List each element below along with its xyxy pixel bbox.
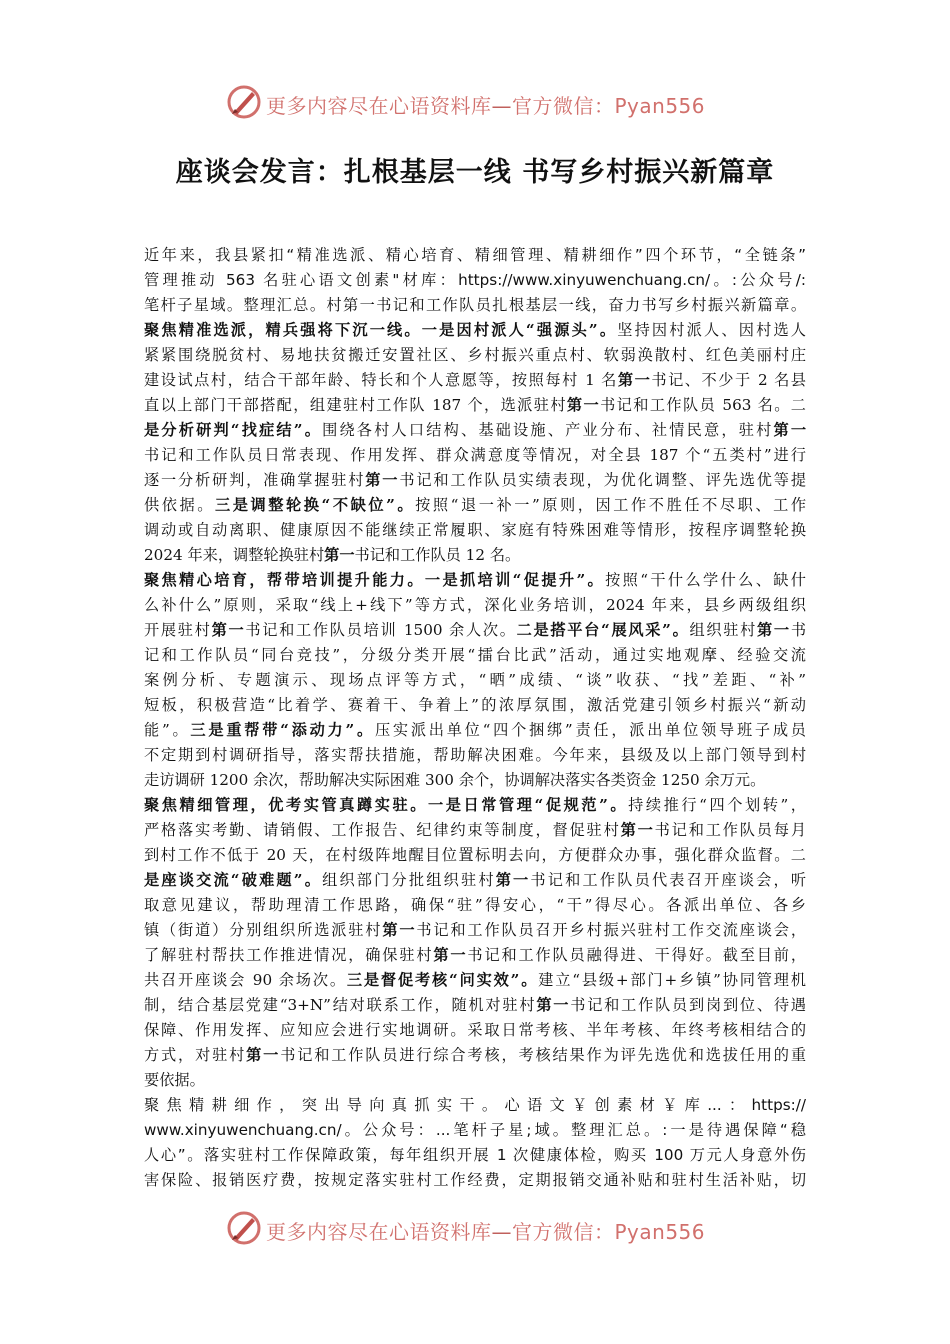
text-line — [144, 693, 806, 718]
text-run: 书记和工作队员实绩表现，为优化调整、评先选优等提 — [399, 471, 806, 489]
text-run: 共召开座谈会 90 余场次。 — [144, 971, 347, 989]
text-line — [144, 393, 806, 418]
text-run: 了解驻村帮扶工作推进情况，确保驻村 — [144, 946, 434, 964]
bold-text: 第一 — [617, 371, 652, 389]
text-run: 书记和工作队员到岗到位、待遇 — [570, 996, 806, 1014]
text-run: 取意见建议，帮助理清工作思路，确保“驻”得安心，“干”得尽心。各派出单位、各乡 — [144, 896, 806, 914]
bold-text: 第一 — [324, 546, 355, 564]
text-run: 能”。 — [144, 721, 191, 739]
text-line — [144, 1168, 806, 1193]
text-run: 近年来，我县紧扣“精准选派、精心培育、精细管理、精耕细作”四个环节，“全链条” — [144, 246, 806, 264]
text-line — [144, 1068, 806, 1093]
bold-text: 第一 — [433, 946, 468, 964]
bold-text: 三是调整轮换“不缺位”。 — [215, 496, 416, 514]
text-line — [144, 1043, 806, 1068]
text-line — [144, 643, 806, 668]
text-run: 人心”。落实驻村工作保障政策，每年组织开展 1 次健康体检，购买 100 万元人身意外伤 — [144, 1146, 806, 1164]
text-run: www.xinyuwenchuang.cn/。公众号：...笔杆子星;域。整理汇总。:一是待遇保障“稳 — [144, 1121, 806, 1139]
document-title: 座谈会发言：扎根基层一线 书写乡村振兴新篇章 — [175, 157, 775, 188]
text-run: 制，结合基层党建“3+N”结对联系工作，随机对驻村 — [144, 996, 537, 1014]
text-line — [144, 718, 806, 743]
text-run: 按照“退一补一”原则，因工作不胜任不尽职、工作 — [415, 496, 806, 514]
text-line — [144, 793, 806, 818]
text-run: 聚焦精耕细作，突出导向真抓实干。心语文￥创素材￥库...：https:// — [144, 1096, 806, 1114]
text-line — [144, 493, 806, 518]
text-run: 笔杆子星域。整理汇总。村第一书记和工作队员扎根基层一线，奋力书写乡村振兴新篇章。 — [144, 296, 806, 314]
text-run: 严格落实考勤、请销假、工作报告、纪律约束等制度，督促驻村 — [144, 821, 621, 839]
text-run: 供依据。 — [144, 496, 216, 514]
text-line — [144, 368, 806, 393]
text-line — [144, 1018, 806, 1043]
text-line — [144, 918, 806, 943]
text-run: 书记和工作队员 563 名。二 — [600, 396, 806, 414]
text-line — [144, 243, 806, 268]
text-line — [144, 343, 806, 368]
text-run: 围绕各村人口结构、基础设施、产业分布、社情民意，驻村 — [322, 421, 774, 439]
text-run: 害保险、报销医疗费，按规定落实驻村工作经费，定期报销交通补贴和驻村生活补贴，切 — [144, 1171, 806, 1189]
text-line — [144, 268, 806, 293]
text-run: 要依据。 — [144, 1071, 205, 1089]
text-run: 组织部门分批组织驻村 — [322, 871, 496, 889]
bold-text: 第一 — [365, 471, 400, 489]
text-run: 短板，积极营造“比着学、赛着干、争着上”的浓厚氛围，激活党建引领乡村振兴“新动 — [144, 696, 806, 714]
bold-text: 第一 — [495, 871, 531, 889]
text-line — [144, 668, 806, 693]
bold-text: 是座谈交流“破难题”。 — [144, 871, 323, 889]
text-line — [144, 568, 806, 593]
text-run: 建设试点村，结合干部年龄、特长和个人意愿等，按照每村 1 名 — [144, 371, 618, 389]
bold-text: 三是督促考核“问实效”。 — [346, 971, 539, 989]
text-run: 压实派出单位“四个捆绑”责任，派出单位领导班子成员 — [374, 721, 806, 739]
text-line — [144, 1093, 806, 1118]
text-line — [144, 518, 806, 543]
text-run: 管理推动 563 名驻心语文创素"材库：https://www.xinyuwenchuang.cn/。:公众号/: — [144, 271, 806, 289]
text-run: 建立“县级+部门+乡镇”协同管理机 — [538, 971, 806, 989]
text-line — [144, 893, 806, 918]
pen-logo-icon — [226, 84, 262, 120]
text-line — [144, 768, 806, 793]
text-line — [144, 618, 806, 643]
pen-logo-icon — [226, 1210, 262, 1246]
text-run: 记和工作队员“同台竞技”，分级分类开展“擂台比武”活动，通过实地观摩、经验交流 — [144, 646, 806, 664]
text-line — [144, 593, 806, 618]
text-line — [144, 818, 806, 843]
text-run: 到村工作不低于 20 天，在村级阵地醒目位置标明去向，方便群众办事，强化群众监督。二 — [144, 846, 806, 864]
text-line — [144, 743, 806, 768]
text-line — [144, 868, 806, 893]
banner-text: 更多内容尽在心语资料库—官方微信：Pyan556 — [266, 1220, 706, 1244]
text-run: 书记和工作队员召开乡村振兴驻村工作交流座谈会， — [416, 921, 806, 939]
bold-text: 聚焦精准选派，精兵强将下沉一线。一是因村派人“强源头”。 — [144, 321, 618, 339]
text-run: 方式，对驻村 — [144, 1046, 247, 1064]
text-run: 组织驻村 — [689, 621, 758, 639]
text-run: 书记和工作队员代表召开座谈会，听 — [530, 871, 806, 889]
text-run: 书记和工作队员日常表现、作用发挥、群众满意度等情况，对全县 187 个“五类村”进行 — [144, 446, 806, 464]
text-run: 开展驻村 — [144, 621, 212, 639]
text-run: 么补什么”原则，采取“线上+线下”等方式，深化业务培训，2024 年来，县乡两级组织 — [144, 596, 806, 614]
bold-text: 聚焦精细管理，优考实管真蹲实驻。一是日常管理“促规范”。 — [144, 796, 629, 814]
bold-text: 第一 — [382, 921, 417, 939]
header-watermark-banner — [0, 80, 950, 128]
text-line — [144, 293, 806, 318]
bold-text: 第一 — [246, 1046, 281, 1064]
bold-text: 是分析研判“找症结”。 — [144, 421, 323, 439]
bold-text: 第一 — [211, 621, 246, 639]
text-line — [144, 968, 806, 993]
bold-text: 第一 — [773, 421, 806, 439]
text-line — [144, 468, 806, 493]
bold-text: 第一 — [536, 996, 571, 1014]
text-run: 保障、作用发挥、应知应会进行实地调研。采取日常考核、半年考核、年终考核相结合的 — [144, 1021, 806, 1039]
text-run: 书记和工作队员进行综合考核，考核结果作为评先选优和选拔任用的重 — [280, 1046, 806, 1064]
text-run: 2024 年来，调整轮换驻村 — [144, 546, 325, 564]
text-run: 书记和工作队员融得进、干得好。截至目前， — [467, 946, 806, 964]
text-line — [144, 543, 806, 568]
text-line — [144, 943, 806, 968]
bold-text: 聚焦精心培育，帮带培训提升能力。一是抓培训“促提升”。 — [144, 571, 606, 589]
text-run: 镇（街道）分别组织所选派驻村 — [144, 921, 383, 939]
document-body — [144, 243, 806, 1193]
text-run: 走访调研 1200 余次，帮助解决实际困难 300 余个，协调解决落实各类资金 1250 余万元。 — [144, 771, 766, 789]
text-run: 书记和工作队员每月 — [654, 821, 806, 839]
text-run: 按照“干什么学什么、缺什 — [605, 571, 806, 589]
text-line — [144, 993, 806, 1018]
text-line — [144, 1118, 806, 1143]
text-run: 书 — [790, 621, 806, 639]
text-run: 书记和工作队员 12 名。 — [354, 546, 521, 564]
bold-text: 第一 — [757, 621, 791, 639]
text-run: 书记、不少于 2 名县 — [651, 371, 806, 389]
text-line — [144, 443, 806, 468]
text-run: 调动或自动离职、健康原因不能继续正常履职、家庭有特殊困难等情形，按程序调整轮换 — [144, 521, 806, 539]
footer-watermark-banner — [0, 1206, 950, 1254]
text-run: 紧紧围绕脱贫村、易地扶贫搬迁安置社区、乡村振兴重点村、软弱涣散村、红色美丽村庄 — [144, 346, 806, 364]
text-run: 直以上部门干部搭配，组建驻村工作队 187 个，选派驻村 — [144, 396, 567, 414]
text-run: 案例分析、专题演示、现场点评等方式，“晒”成绩、“谈”收获、“找”差距、“补” — [144, 671, 806, 689]
text-run: 持续推行“四个划转”， — [628, 796, 806, 814]
text-line — [144, 1143, 806, 1168]
text-run: 书记和工作队员培训 1500 余人次。 — [245, 621, 517, 639]
text-run: 不定期到村调研指导，落实帮扶措施，帮助解决困难。今年来，县级及以上部门领导到村 — [144, 746, 806, 764]
text-line — [144, 318, 806, 343]
bold-text: 二是搭平台“展风采”。 — [516, 621, 690, 639]
text-line — [144, 843, 806, 868]
text-run: 坚持因村派人、因村选人 — [617, 321, 806, 339]
text-run: 逐一分析研判，准确掌握驻村 — [144, 471, 366, 489]
banner-text: 更多内容尽在心语资料库—官方微信：Pyan556 — [266, 94, 706, 118]
bold-text: 第一 — [620, 821, 655, 839]
text-line — [144, 418, 806, 443]
bold-text: 第一 — [566, 396, 601, 414]
bold-text: 三是重帮带“添动力”。 — [190, 721, 375, 739]
